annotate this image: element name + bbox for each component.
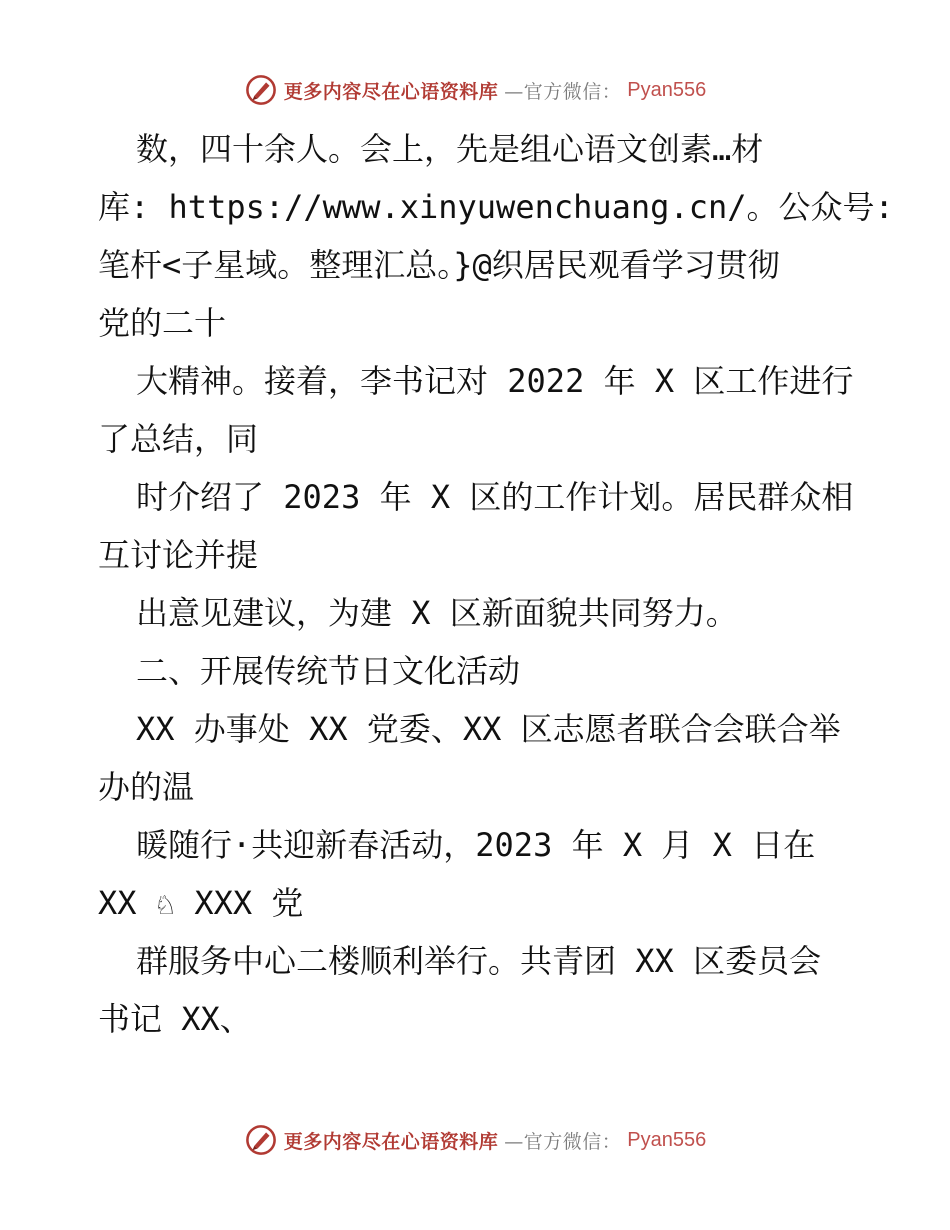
header-watermark [0, 70, 950, 110]
body-line: 笔杆<子星域。整理汇总。}@织居民观看学习贯彻 [98, 246, 780, 284]
body-line: 办的温 [98, 768, 195, 806]
body-line: 了总结，同 [98, 420, 259, 458]
watermark-main-text: 更多内容尽在心语资料库 [283, 1130, 499, 1153]
watermark-separator-text: —官方微信： [504, 1130, 622, 1153]
body-line: 数，四十余人。会上，先是组心语文创素…材 [136, 130, 764, 168]
watermark-separator-text: —官方微信： [504, 80, 622, 103]
pen-logo-icon [244, 73, 278, 107]
watermark-main-text: 更多内容尽在心语资料库 [283, 80, 499, 103]
body-line: 党的二十 [98, 304, 227, 342]
pen-logo-icon [244, 1123, 278, 1157]
document-body [98, 120, 894, 1048]
body-line: 互讨论并提 [98, 536, 259, 574]
body-line: 暖随行·共迎新春活动，2023 年 X 月 X 日在 [136, 826, 816, 864]
body-line: XX 办事处 XX 党委、XX 区志愿者联合会联合举 [136, 710, 841, 748]
body-line: 群服务中心二楼顺利举行。共青团 XX 区委员会 [136, 942, 822, 980]
watermark-wechat-id: Pyan556 [627, 1128, 707, 1151]
body-line: 库: https://www.xinyuwenchuang.cn/。公众号: [98, 188, 894, 226]
watermark-wechat-id: Pyan556 [627, 78, 707, 101]
section-heading: 二、开展传统节日文化活动 [136, 652, 521, 690]
body-line: 时介绍了 2023 年 X 区的工作计划。居民群众相 [136, 478, 854, 516]
body-line: 出意见建议，为建 X 区新面貌共同努力。 [136, 594, 738, 632]
body-line: 书记 XX、 [98, 1000, 252, 1038]
body-line: 大精神。接着，李书记对 2022 年 X 区工作进行 [136, 362, 854, 400]
footer-watermark [0, 1120, 950, 1160]
body-line: XX ♘ XXX 党 [98, 884, 304, 922]
